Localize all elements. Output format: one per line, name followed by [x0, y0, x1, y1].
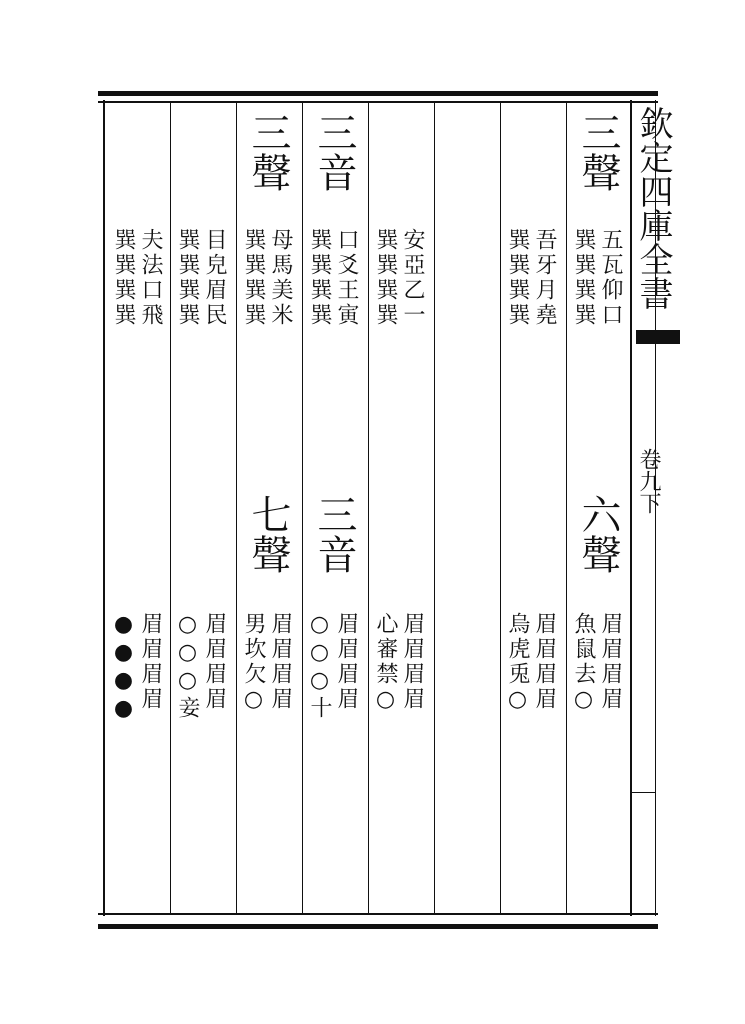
character-row: 五瓦仰口: [598, 228, 623, 328]
character-row: 巽巽巽巽: [505, 228, 530, 328]
character-row: 巽巽巽巽: [175, 228, 200, 328]
character-row: 目皃眉民: [202, 228, 227, 328]
book-title: 欽定四庫全書: [633, 106, 673, 310]
character-row: 巽巽巽巽: [571, 228, 596, 328]
character-row: 眉眉眉眉: [334, 612, 359, 712]
column-divider: [170, 103, 171, 915]
bottom-rule-thick: [98, 924, 658, 929]
column-divider: [500, 103, 501, 915]
character-row: ○○○妾: [175, 612, 200, 721]
column-divider: [368, 103, 369, 915]
character-row: 眉眉眉眉: [532, 612, 557, 712]
column-divider: [434, 103, 435, 915]
volume-label: 卷九下: [636, 448, 661, 514]
character-row: 吾牙月堯: [532, 228, 557, 328]
character-row: 巽巽巽巽: [241, 228, 266, 328]
right-border: [630, 100, 632, 916]
character-row: 男坎欠○: [241, 612, 266, 715]
heading-liu-sheng: 六聲: [575, 494, 621, 574]
character-row: 巽巽巽巽: [307, 228, 332, 328]
fishtail-marker: [636, 330, 680, 344]
character-row: 母馬美米: [268, 228, 293, 328]
heading-san-sheng-2: 三聲: [245, 112, 291, 192]
character-row: 巽巽巽巽: [111, 228, 136, 328]
margin-divider: [632, 792, 656, 793]
top-rule-thin: [98, 101, 658, 103]
character-row: ●●●●: [111, 612, 136, 724]
character-row: 夫法口飛: [138, 228, 163, 328]
character-row: 眉眉眉眉: [268, 612, 293, 712]
heading-san-sheng: 三聲: [575, 112, 621, 192]
column-divider: [302, 103, 303, 915]
column-divider: [566, 103, 567, 915]
top-rule-thick: [98, 91, 658, 96]
heading-qi-sheng: 七聲: [245, 494, 291, 574]
heading-san-yin: 三音: [311, 112, 357, 192]
character-row: 眉眉眉眉: [202, 612, 227, 712]
character-row: 烏虎兎○: [505, 612, 530, 715]
column-divider: [236, 103, 237, 915]
character-row: 眉眉眉眉: [598, 612, 623, 712]
character-row: 心審禁○: [373, 612, 398, 715]
character-row: 眉眉眉眉: [400, 612, 425, 712]
bottom-rule-thin: [98, 913, 658, 915]
character-row: 巽巽巽巽: [373, 228, 398, 328]
character-row: 魚鼠去○: [571, 612, 596, 715]
character-row: 眉眉眉眉: [138, 612, 163, 712]
character-row: ○○○十: [307, 612, 332, 721]
character-row: 口爻王寅: [334, 228, 359, 328]
character-row: 安亞乙一: [400, 228, 425, 328]
heading-san-yin-lower: 三音: [311, 494, 357, 574]
left-border: [103, 100, 105, 916]
